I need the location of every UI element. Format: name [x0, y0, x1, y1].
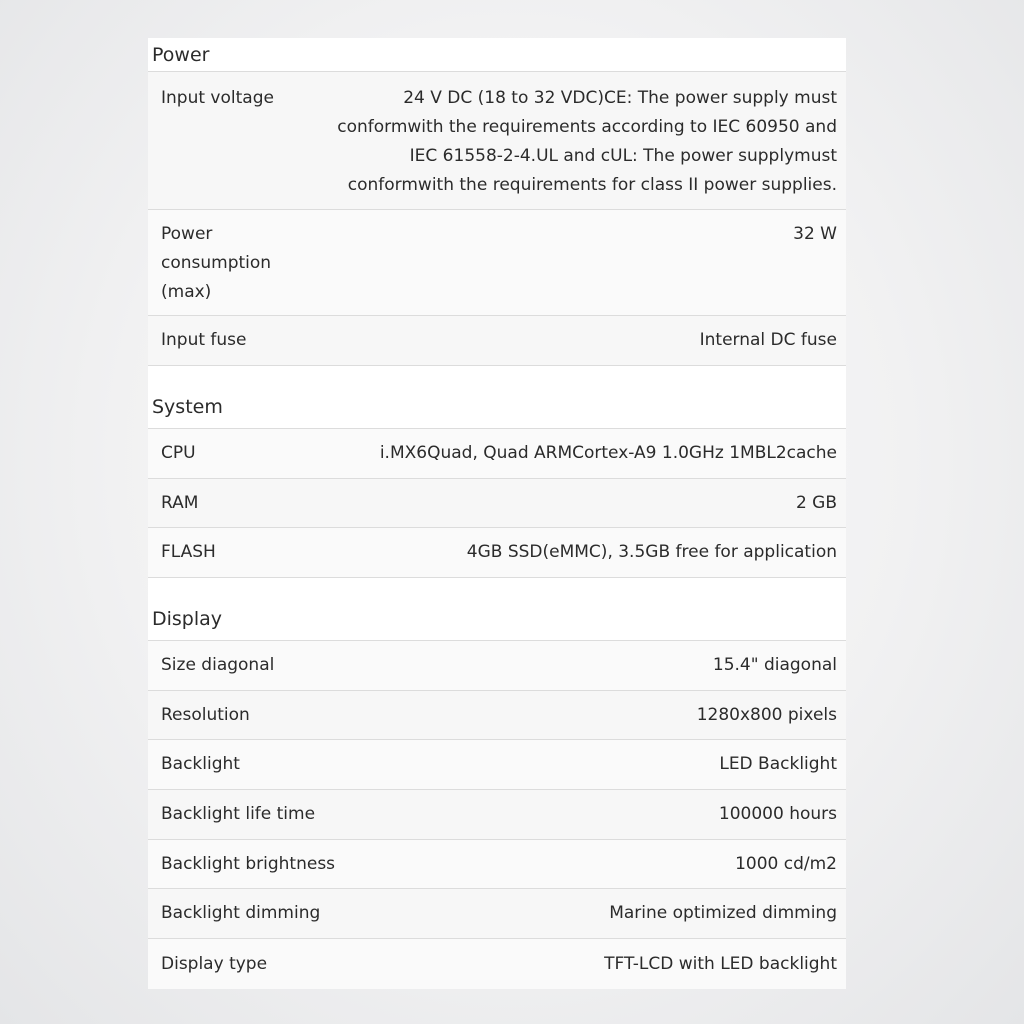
spec-value: Internal DC fuse: [699, 330, 837, 350]
spec-label: Backlight: [161, 754, 240, 774]
spec-label: Backlight brightness: [161, 853, 336, 874]
spec-label: [161, 220, 311, 307]
spec-value: [311, 84, 837, 200]
spec-value-line: IEC 61558-2-4.UL and cUL: The power supplymust: [409, 146, 837, 166]
spec-value: 100000 hours: [718, 804, 837, 824]
spec-value: TFT-LCD with LED backlight: [604, 953, 837, 974]
spec-value-line: conformwith the requirements according to IEC 60950 and: [337, 117, 837, 137]
spec-label: Backlight dimming: [161, 903, 321, 923]
spec-value: 1000 cd/m2: [735, 853, 837, 874]
spec-value-line: 24 V DC (18 to 32 VDC)CE: The power supply must: [403, 88, 837, 108]
spec-row-backlight: [148, 740, 846, 790]
spec-row-power-consumption: [148, 210, 846, 316]
spec-label: Size diagonal: [161, 655, 275, 675]
spec-value: 2 GB: [795, 492, 837, 513]
spec-label-line: (max): [161, 282, 212, 302]
spec-row-ram: [148, 479, 846, 528]
spec-row-backlight-dimming: [148, 889, 846, 939]
spec-label: Backlight life time: [161, 804, 316, 824]
spec-value-line: conformwith the requirements for class II power supplies.: [347, 175, 837, 195]
spec-label: RAM: [161, 492, 199, 513]
spec-value: 32 W: [793, 224, 837, 244]
spec-row-size-diagonal: [148, 641, 846, 691]
spec-label: FLASH: [161, 542, 216, 562]
spec-label: Input voltage: [161, 88, 274, 108]
spec-label: Input fuse: [161, 330, 247, 350]
section-header-display: Display: [148, 578, 846, 641]
spec-label-line: consumption: [161, 253, 272, 273]
spec-value: LED Backlight: [719, 754, 837, 774]
spec-label: Resolution: [161, 704, 250, 725]
spec-label: CPU: [161, 443, 196, 463]
spec-value: i.MX6Quad, Quad ARMCortex-A9 1.0GHz 1MBL2cache: [379, 443, 837, 463]
section-header-power: Power: [148, 38, 846, 72]
spec-row-cpu: [148, 429, 846, 479]
spec-row-input-voltage: [148, 72, 846, 210]
spec-sheet: [148, 38, 846, 984]
spec-row-display-type: [148, 939, 846, 989]
spec-row-backlight-life-time: [148, 790, 846, 840]
spec-row-resolution: [148, 691, 846, 740]
spec-value: 15.4" diagonal: [712, 655, 837, 675]
spec-value: Marine optimized dimming: [609, 903, 837, 923]
spec-row-input-fuse: [148, 316, 846, 366]
spec-label: Display type: [161, 953, 268, 974]
spec-row-flash: [148, 528, 846, 578]
section-header-system: System: [148, 366, 846, 429]
spec-label-line: Power: [161, 224, 213, 244]
spec-row-backlight-brightness: [148, 840, 846, 889]
spec-value: 4GB SSD(eMMC), 3.5GB free for application: [466, 542, 837, 562]
spec-value: 1280x800 pixels: [696, 704, 837, 725]
